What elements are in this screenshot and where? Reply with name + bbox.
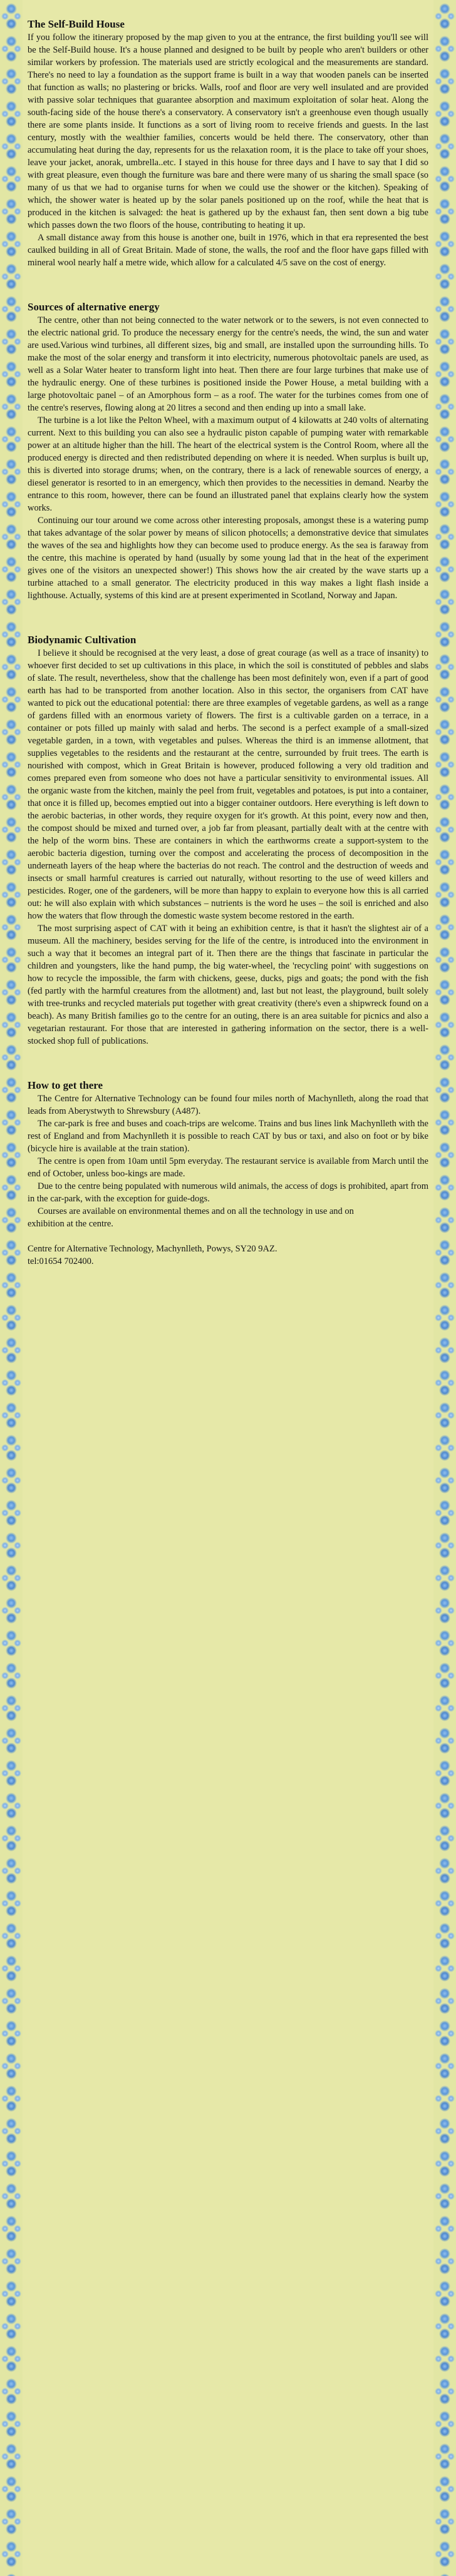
section-how-to-get-there (28, 1072, 428, 1230)
section-alternative-energy (28, 294, 428, 602)
paragraph: The car-park is free and buses and coach-trips are welcome. Trains and bus lines link Machynlleth with the rest of England and from Machynlleth it is possible to reach CAT by bus or taxi, and also on foot or by bike (bicycle hire is available at the train station). (28, 1119, 428, 1154)
contact-info (28, 1243, 428, 1268)
paragraph: Due to the centre being populated with numerous wild animals, the access of dogs is prohibited, apart from in the car-park, with the exception for guide-dogs. (28, 1181, 428, 1204)
section-title: How to get there (28, 1079, 103, 1091)
paragraph: The turbine is a lot like the Pelton Wheel, with a maximum output of 4 kilowatts at 240 volts of alternating current. Next to this building you can also see a hydraulic piston capable of pumping water with remarkable power at an altitude higher than the hill. The heart of the electrical system is the Control Room, where all the produced energy is directed and then redistributed depending on where it is needed. When surplus is built up, this is diverted into storage drums; when, on the contrary, there is a lack of renewable sources of energy, a diesel generator is resorted to in an emergency, which then provides to the necessities in demand. Nearby the entrance to this room, however, there can be found an illustrated panel that explains clearly how the system works. (28, 415, 428, 513)
paragraph: The Centre for Alternative Technology can be found four miles north of Machynlleth, along the road that leads from Aberystwyth to Shrewsbury (A487). (28, 1094, 428, 1116)
paragraph: If you follow the itinerary proposed by the map given to you at the entrance, the first building you'll see will be the Self-Build house. It's a house planned and designed to be built by people who aren't builders or other similar workers by profession. The materials used are strictly ecological and the measurements are standard. There's no need to lay a foundation as the support frame is built in a way that wooden panels can be inserted that function as walls; no plastering or bricks. Walls, roof and floor are very well insulated and are provided with passive solar techniques that guarantee absorption and maximum exploitation of solar heat. Along the south-facing side of the house there's a conservatory. A conservatory isn't a greenhouse even though usually there are some plants inside. It functions as a sort of living room to receive friends and guests. In the last century, mostly with the wealthier families, concerts would be held there. The conservatory, other than accumulating heat during the day, represents for us the relaxation room, it is the place to take off your shoes, leave your jacket, anorak, umbrella..etc. I stayed in this house for three days and I have to say that I did so with great pleasure, even though the furniture was bare and there were many of us sharing the small space (so many of us that we had to organise turns for when we could use the shower or the kitchen). Speaking of which, the shower water is heated up by the solar panels positioned up on the roof, while the heat that is produced in the kitchen is salvaged: the heat is gathered up by the exhaust fan, then sent down a big tube which passes down the two floors of the house, contributing to heating it up. (28, 33, 428, 230)
paragraph: exhibition at the centre. (28, 1219, 113, 1229)
paragraph: The most surprising aspect of CAT with it being an exhibition centre, is that it hasn't the slightest air of a museum. All the machinery, besides serving for the life of the centre, is introduced into the environment in such a way that it becomes an integral part of it. Then there are the things that fascinate in particular the children and youngsters, like the hand pump, the big water-wheel, the 'recycling point' with suggestions on how to recycle the impossible, the farm with chickens, geese, ducks, pigs and goats; the pond with the fish (fed partly with the harmful creatures from the allotment) and, last but not least, the playground, built solely with tree-trunks and recycled materials put together with great creativity (there's even a shipwreck found on a beach). As many British families go to the centre for an outing, there is an area suitable for picnics and also a vegetarian restaurant. For those that are interested in gathering information on the sector, there is a well-stocked shop full of publications. (28, 924, 428, 1046)
contact-address: Centre for Alternative Technology, Machynlleth, Powys, SY20 9AZ. (28, 1244, 277, 1254)
paragraph: Courses are available on environmental themes and on all the technology in use and on (38, 1206, 354, 1216)
section-biodynamic-cultivation (28, 627, 428, 1047)
article-body (28, 0, 428, 1268)
paragraph: The centre is open from 10am until 5pm everyday. The restaurant service is available from March until the end of October, unless boo-kings are made. (28, 1156, 428, 1179)
section-title: Sources of alternative energy (28, 301, 160, 313)
section-title: The Self-Build House (28, 18, 125, 30)
decorative-border-left (0, 0, 23, 2576)
contact-phone: tel:01654 702400. (28, 1256, 94, 1266)
paragraph: A small distance away from this house is another one, built in 1976, which in that era represented the best caulked building in all of Great Britain. Made of stone, the walls, the roof and the floor have gaps filled with mineral wool nearly half a metre wide, which allow for a calculated 4/5 save on the cost of energy. (28, 233, 428, 268)
paragraph: Continuing our tour around we come across other interesting proposals, amongst these is a watering pump that takes advantage of the solar power by means of silicon photocells; a demonstrative device that simulates the waves of the sea and highlights how they can become used to produce energy. As the sea is faraway from the centre, this machine is operated by hand (usually by some young lad that in the heat of the experiment gives one of the visitors an unexpected shower!) This shows how the air created by the wave starts up a turbine attached to a small generator. The electricity produced in this way makes a light flash inside a lighthouse. Actually, systems of this kind are at present experimented in Scotland, Norway and Japan. (28, 516, 428, 601)
section-self-build-house (28, 0, 428, 269)
paragraph: I believe it should be recognised at the very least, a dose of great courage (as well as a trace of insanity) to whoever first decided to set up cultivations in this place, in which the soil is constituted of pebbles and slabs of slate. The result, nevertheless, show that the challenge has been most definitely won, even if a part of good earth has had to be transported from another location. Also in this sector, the organisers from CAT have wanted to pick out the educational potential: there are three examples of vegetable gardens, as well as a range of gardens filled with an enormous variety of flowers. The first is a cultivable garden on a terrace, in a container or pots filled up mainly with salad and herbs. The second is a perfect example of a small-sized vegetable garden, in a town, with vegetables and pulses. Whereas the third is an immense allotment, that supplies vegetables to the residents and the restaurant at the centre, surrounded by fruit trees. The earth is nourished with compost, which in Great Britain is however, produced following a very old tradition and comes prepared even from someone who does not have a particular sensitivity to environmental issues. All the organic waste from the kitchen, mainly the peel from fruit, vegetables and potatoes, is put into a container, that once it is filled up, becomes emptied out into a bigger container outdoors. Here everything is left down to the aerobic bacterias, in other words, they require oxygen for it's growth. At this point, every now and then, the compost should be mixed and turned over, a job far from pleasant, partially dealt with at the centre with the help of the worm bins. These are containers in which the earthworms create a support-system to the aerobic bacteria digestion, turning over the compost and accelerating the process of decomposition in the underneath layers of the heap where the bacterias do not reach. The control and the destruction of weeds and insects or small harmful creatures is carried out naturally, without resorting to the use of weed killers and pesticides. Roger, one of the gardeners, will be more than happy to explain to everyone how this is all carried out: he will also explain with which substances – nutrients is the word he uses – the soil is enriched and also how the waters that flow through the domestic waste system become restored in the earth. (28, 648, 428, 921)
paragraph: The centre, other than not being connected to the water network or to the sewers, is not even connected to the electric national grid. To produce the necessary energy for the centre's needs, the wind, the sun and water are used.Various wind turbines, all different sizes, big and small, are installed upon the surrounding hills. To make the most of the solar energy and transform it into electricity, numerous photovoltaic panels are used, as well as a Solar Water heater to transform light into heat. Then there are four large turbines that make use of the hydraulic energy. One of these turbines is positioned inside the Power House, a metal building with a large photovoltaic panel – of an Amorphous form – as a roof. The water for the turbines comes from one of the centre's reserves, flowing along at 20 litres a second and then ending up into a small lake. (28, 315, 428, 413)
section-title: Biodynamic Cultivation (28, 634, 137, 646)
decorative-border-right (433, 0, 456, 2576)
